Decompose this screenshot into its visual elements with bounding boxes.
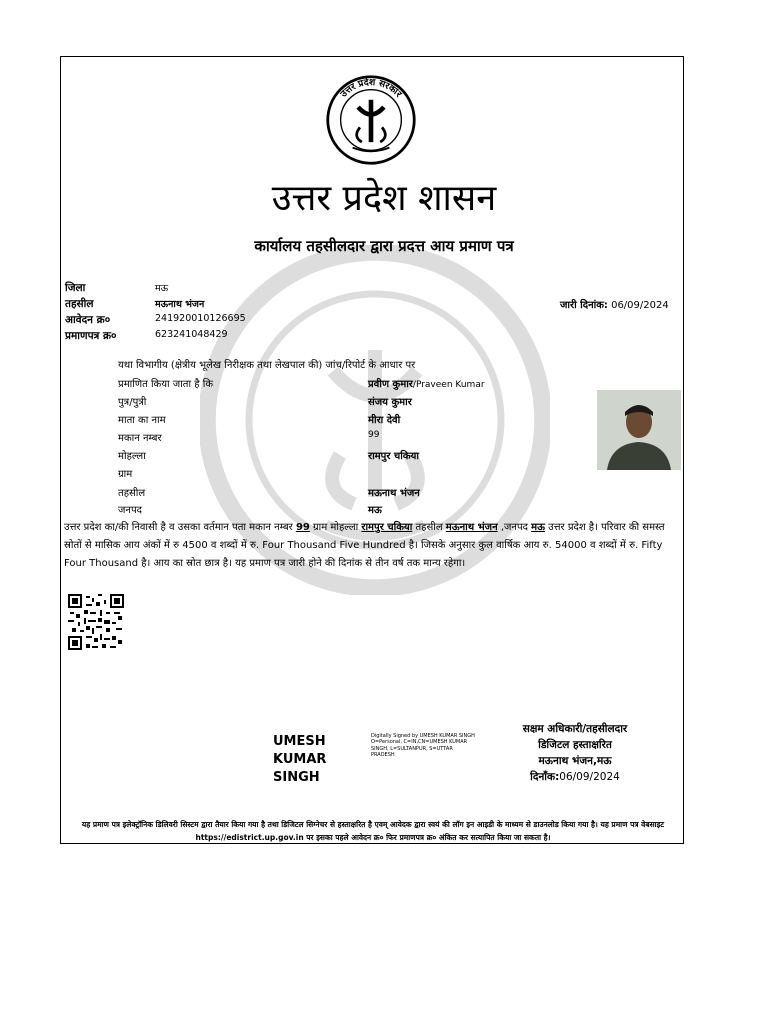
- body-mohalla: रामपुर चकिया: [361, 522, 413, 533]
- district-label: जिला: [65, 282, 86, 294]
- intro-line: यथा विभागीय (क्षेत्रीय भूलेख निरीक्षक तथा लेखपाल की) जांच/रिपोर्ट के आधार पर: [118, 360, 416, 371]
- applicant-photo: [597, 390, 681, 470]
- tehsil2-label: तहसील: [118, 488, 146, 499]
- mohalla-label: मोहल्ला: [118, 451, 146, 462]
- emblem-text: [325, 74, 417, 166]
- authority-date-value: 06/09/2024: [559, 771, 620, 783]
- body-text-5: उत्तर प्रदेश है। परिवार की समस्त स्रोतों से मासिक आय अंकों में रु 4500 व शब्दों में रु. Four Thousand Five Hundred है। जिसके अनुसार कुल वार्षिक आय रु. 54000 व शब्दों में रु. Fifty Four Thousand है। आय का स्रोत छात्र है। यह प्रमाण पत्र जारी होने की दिनांक से तीन वर्ष तक मान्य रहेगा।: [64, 522, 665, 569]
- issue-date-label: जारी दिनांक:: [560, 300, 608, 311]
- relation-label: पुत्र/पुत्री: [118, 397, 147, 408]
- svg-text:उत्तर प्रदेश सरकार: [338, 76, 405, 101]
- authority-digital: डिजिटल हस्ताक्षरित: [538, 739, 612, 751]
- certificate-body: [64, 519, 682, 573]
- gram-label: ग्राम: [118, 469, 133, 480]
- body-janpad: मऊ: [531, 522, 545, 533]
- house-label: मकान नम्बर: [118, 433, 162, 444]
- mohalla-value: रामपुर चकिया: [368, 451, 419, 462]
- signer-name: UMESH KUMAR SINGH: [273, 734, 327, 785]
- relation-value: संजय कुमार: [368, 397, 412, 408]
- tehsil-value: मऊनाथ भंजन: [155, 299, 205, 310]
- body-text-1: उत्तर प्रदेश का/की निवासी है व उसका वर्तमान पता मकान नम्बर: [64, 522, 296, 533]
- authority-date: [500, 769, 650, 785]
- page-title: उत्तर प्रदेश शासन: [271, 178, 497, 219]
- authority-title: सक्षम अधिकारी/तहसीलदार: [522, 723, 628, 735]
- person-icon: [597, 390, 681, 470]
- authority-date-label: दिनाँक:: [530, 771, 560, 783]
- application-label: आवेदन क्र०: [65, 314, 111, 326]
- applicant-name: [368, 376, 485, 390]
- tehsil2-value: मऊनाथ भंजन: [368, 488, 420, 499]
- application-value: 241920010126695: [155, 313, 246, 324]
- applicant-name-hi: प्रवीण कुमार: [368, 379, 413, 390]
- body-text-4: ,जनपद: [497, 522, 532, 533]
- certificate-number-label: प्रमाणपत्र क्र०: [65, 330, 117, 342]
- certificate-subtitle: कार्यालय तहसीलदार द्वारा प्रदत्त आय प्रमाण पत्र: [254, 237, 514, 255]
- emblem-caption: उत्तर प्रदेश सरकार: [338, 76, 404, 100]
- mother-label: माता का नाम: [118, 415, 166, 426]
- qr-code[interactable]: [68, 594, 124, 650]
- district-value: मऊ: [155, 283, 169, 294]
- issue-date-value: 06/09/2024: [611, 300, 669, 311]
- house-value: 99: [368, 430, 380, 440]
- body-text-3: तहसील: [412, 522, 446, 533]
- footer-note: यह प्रमाण पत्र इलेक्ट्रॉनिक डिलिवरी सिस्टम द्वारा तैयार किया गया है तथा डिजिटल सिग्नेचर से हस्ताक्षरित है एवम् आवेदक द्वारा स्वयं की लॉग इन आइडी के माध्यम से डाउनलोड किया गया है। यह प्रमाण पत्र वेबसाइट https://edistrict.up.gov.in पर इसका पहले आवेदन क्र० फिर प्रमाणपत्र क्र० अंकित कर सत्यापित किया जा सकता है।: [81, 820, 665, 842]
- body-house: 99: [295, 522, 310, 533]
- janpad-value: मऊ: [368, 505, 382, 516]
- body-text-2: ग्राम मोहल्ला: [309, 522, 362, 533]
- janpad-label: जनपद: [118, 505, 142, 516]
- body-tehsil: मऊनाथ भंजन: [445, 522, 498, 533]
- tehsil-label: तहसील: [65, 298, 94, 310]
- certified-label: प्रमाणित किया जाता है कि: [118, 379, 214, 390]
- authority-block: [500, 721, 650, 785]
- authority-place: मऊनाथ भंजन,मऊ: [538, 755, 612, 767]
- certificate-number-value: 623241048429: [155, 329, 228, 340]
- issue-date: [560, 297, 669, 311]
- applicant-name-en: /Praveen Kumar: [412, 380, 485, 390]
- digital-signature-text: Digitally Signed by UMESH KUMAR SINGH O=Personal, C=IN,CN=UMESH KUMAR SINGH, L=SULTANPUR, S=UTTAR PRADESH: [371, 733, 475, 759]
- mother-value: मीरा देवी: [368, 415, 401, 426]
